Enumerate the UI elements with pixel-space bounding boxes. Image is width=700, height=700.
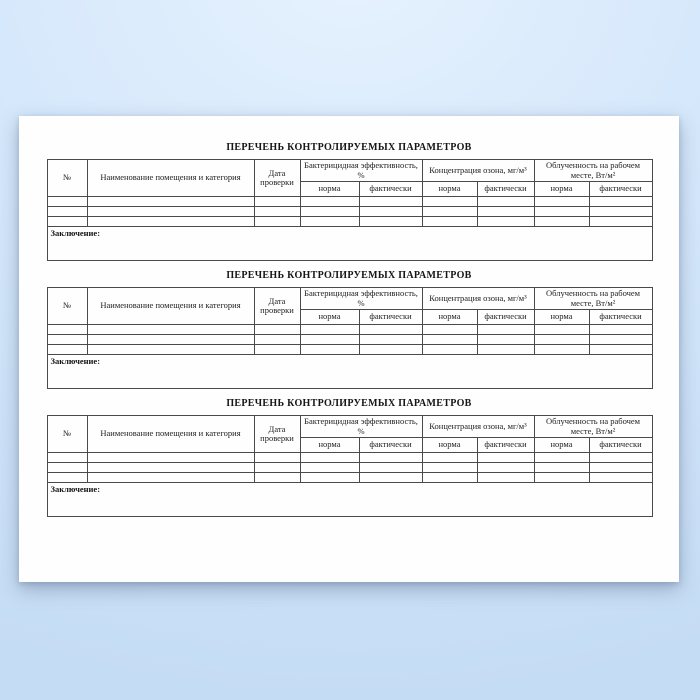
- col-header-room: Наименование помещения и категория: [87, 160, 254, 197]
- empty-cell: [300, 345, 359, 355]
- empty-cell: [87, 207, 254, 217]
- empty-cell: [254, 473, 300, 483]
- empty-cell: [422, 335, 477, 345]
- empty-cell: [47, 453, 87, 463]
- empty-cell: [359, 207, 422, 217]
- col-header-room: Наименование помещения и категория: [87, 416, 254, 453]
- empty-cell: [300, 197, 359, 207]
- empty-cell: [47, 207, 87, 217]
- empty-cell: [589, 217, 652, 227]
- empty-cell: [589, 335, 652, 345]
- controlled-parameters-table: [47, 159, 653, 261]
- empty-cell: [254, 345, 300, 355]
- empty-cell: [589, 207, 652, 217]
- empty-cell: [87, 335, 254, 345]
- empty-cell: [589, 345, 652, 355]
- col-header-norm: норма: [300, 182, 359, 197]
- col-header-norm: норма: [534, 438, 589, 453]
- empty-cell: [300, 217, 359, 227]
- empty-cell: [359, 325, 422, 335]
- empty-cell: [254, 325, 300, 335]
- col-header-number: №: [47, 160, 87, 197]
- table-row: [47, 217, 652, 227]
- empty-cell: [534, 197, 589, 207]
- col-header-actual: фактически: [359, 438, 422, 453]
- table-title: ПЕРЕЧЕНЬ КОНТРОЛИРУЕМЫХ ПАРАМЕТРОВ: [226, 398, 472, 409]
- conclusion-cell: Заключение:: [47, 227, 652, 261]
- empty-cell: [477, 207, 534, 217]
- conclusion-cell: Заключение:: [47, 355, 652, 389]
- col-header-norm: норма: [422, 182, 477, 197]
- col-header-ozone-concentration: Концентрация озона, мг/м³: [422, 288, 534, 310]
- empty-cell: [300, 453, 359, 463]
- empty-cell: [87, 325, 254, 335]
- empty-cell: [589, 197, 652, 207]
- empty-cell: [87, 217, 254, 227]
- empty-cell: [422, 217, 477, 227]
- empty-cell: [254, 207, 300, 217]
- empty-cell: [477, 325, 534, 335]
- empty-cell: [254, 197, 300, 207]
- col-header-ozone-concentration: Концентрация озона, мг/м³: [422, 416, 534, 438]
- empty-cell: [534, 345, 589, 355]
- empty-cell: [87, 463, 254, 473]
- empty-cell: [87, 453, 254, 463]
- col-header-norm: норма: [300, 310, 359, 325]
- col-header-actual: фактически: [589, 310, 652, 325]
- conclusion-row: [47, 355, 652, 389]
- col-header-actual: фактически: [477, 310, 534, 325]
- empty-cell: [87, 197, 254, 207]
- col-header-ozone-concentration: Концентрация озона, мг/м³: [422, 160, 534, 182]
- empty-cell: [422, 345, 477, 355]
- col-header-bactericidal-efficiency: Бактерицидная эффективность, %: [300, 416, 422, 438]
- empty-cell: [300, 463, 359, 473]
- table-title: ПЕРЕЧЕНЬ КОНТРОЛИРУЕМЫХ ПАРАМЕТРОВ: [226, 142, 472, 153]
- col-header-actual: фактически: [589, 438, 652, 453]
- empty-cell: [422, 463, 477, 473]
- empty-cell: [359, 335, 422, 345]
- parameters-section-1: [47, 142, 652, 261]
- empty-cell: [359, 453, 422, 463]
- empty-cell: [534, 335, 589, 345]
- col-header-check-date: Дата проверки: [254, 416, 300, 453]
- table-row: [47, 325, 652, 335]
- controlled-parameters-table: [47, 415, 653, 517]
- empty-cell: [254, 453, 300, 463]
- empty-cell: [359, 197, 422, 207]
- empty-cell: [254, 217, 300, 227]
- empty-cell: [300, 473, 359, 483]
- col-header-check-date: Дата проверки: [254, 288, 300, 325]
- empty-cell: [422, 473, 477, 483]
- empty-cell: [47, 325, 87, 335]
- col-header-workplace-irradiance: Облученность на рабочем месте, Вт/м²: [534, 288, 652, 310]
- col-header-actual: фактически: [477, 182, 534, 197]
- empty-cell: [589, 473, 652, 483]
- table-title: ПЕРЕЧЕНЬ КОНТРОЛИРУЕМЫХ ПАРАМЕТРОВ: [226, 270, 472, 281]
- col-header-room: Наименование помещения и категория: [87, 288, 254, 325]
- col-header-check-date: Дата проверки: [254, 160, 300, 197]
- controlled-parameters-table: [47, 287, 653, 389]
- empty-cell: [47, 217, 87, 227]
- header-row-groups: [47, 160, 652, 182]
- col-header-norm: норма: [300, 438, 359, 453]
- col-header-actual: фактически: [359, 182, 422, 197]
- empty-cell: [477, 345, 534, 355]
- empty-cell: [254, 335, 300, 345]
- empty-cell: [300, 207, 359, 217]
- empty-cell: [359, 473, 422, 483]
- conclusion-cell: Заключение:: [47, 483, 652, 517]
- empty-cell: [589, 463, 652, 473]
- col-header-number: №: [47, 288, 87, 325]
- empty-cell: [534, 453, 589, 463]
- empty-cell: [477, 473, 534, 483]
- empty-cell: [477, 217, 534, 227]
- col-header-norm: норма: [534, 182, 589, 197]
- empty-cell: [534, 325, 589, 335]
- table-row: [47, 197, 652, 207]
- empty-cell: [477, 335, 534, 345]
- empty-cell: [589, 325, 652, 335]
- col-header-bactericidal-efficiency: Бактерицидная эффективность, %: [300, 160, 422, 182]
- table-row: [47, 335, 652, 345]
- empty-cell: [359, 345, 422, 355]
- empty-cell: [589, 453, 652, 463]
- header-row-groups: [47, 288, 652, 310]
- parameters-section-3: [47, 398, 652, 517]
- empty-cell: [422, 453, 477, 463]
- empty-cell: [477, 463, 534, 473]
- conclusion-row: [47, 227, 652, 261]
- empty-cell: [477, 197, 534, 207]
- empty-cell: [422, 197, 477, 207]
- table-row: [47, 207, 652, 217]
- table-row: [47, 453, 652, 463]
- col-header-bactericidal-efficiency: Бактерицидная эффективность, %: [300, 288, 422, 310]
- table-row: [47, 463, 652, 473]
- col-header-norm: норма: [422, 310, 477, 325]
- empty-cell: [47, 345, 87, 355]
- empty-cell: [300, 325, 359, 335]
- empty-cell: [87, 473, 254, 483]
- col-header-workplace-irradiance: Облученность на рабочем месте, Вт/м²: [534, 416, 652, 438]
- table-row: [47, 345, 652, 355]
- conclusion-row: [47, 483, 652, 517]
- empty-cell: [534, 463, 589, 473]
- empty-cell: [534, 217, 589, 227]
- empty-cell: [359, 217, 422, 227]
- col-header-number: №: [47, 416, 87, 453]
- empty-cell: [422, 207, 477, 217]
- col-header-norm: норма: [534, 310, 589, 325]
- col-header-actual: фактически: [589, 182, 652, 197]
- empty-cell: [477, 453, 534, 463]
- empty-cell: [359, 463, 422, 473]
- col-header-actual: фактически: [359, 310, 422, 325]
- empty-cell: [47, 463, 87, 473]
- empty-cell: [300, 335, 359, 345]
- empty-cell: [47, 335, 87, 345]
- empty-cell: [534, 473, 589, 483]
- document-sheet: [19, 116, 679, 582]
- table-row: [47, 473, 652, 483]
- header-row-groups: [47, 416, 652, 438]
- empty-cell: [47, 473, 87, 483]
- empty-cell: [534, 207, 589, 217]
- parameters-section-2: [47, 270, 652, 389]
- col-header-norm: норма: [422, 438, 477, 453]
- col-header-actual: фактически: [477, 438, 534, 453]
- col-header-workplace-irradiance: Облученность на рабочем месте, Вт/м²: [534, 160, 652, 182]
- empty-cell: [422, 325, 477, 335]
- empty-cell: [47, 197, 87, 207]
- empty-cell: [87, 345, 254, 355]
- empty-cell: [254, 463, 300, 473]
